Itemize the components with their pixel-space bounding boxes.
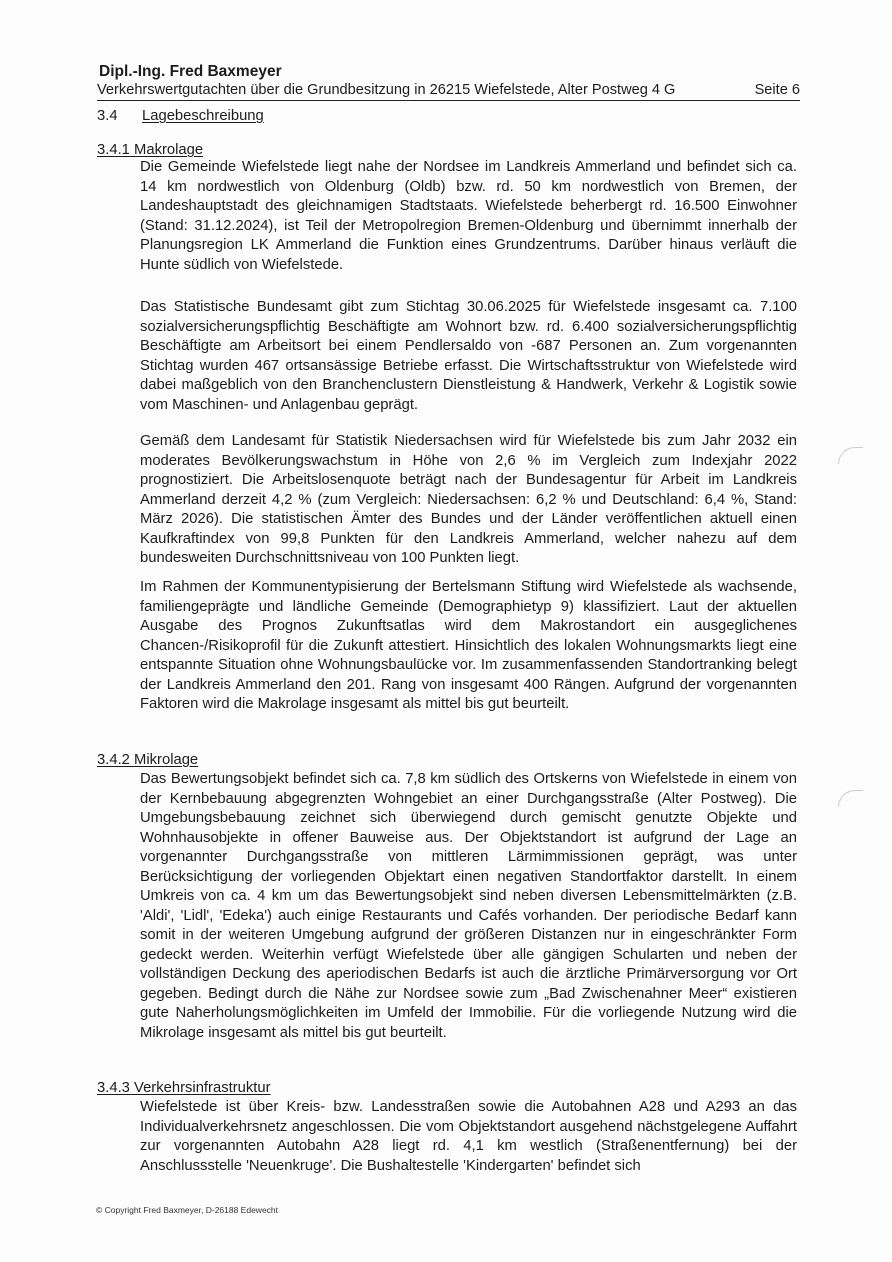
report-subtitle: Verkehrswertgutachten über die Grundbesitzung in 26215 Wiefelstede, Alter Postweg 4 G: [97, 82, 676, 98]
mikrolage-paragraph: Das Bewertungsobjekt befindet sich ca. 7,8 km südlich des Ortskerns von Wiefelstede in einem von der Kernbebauung abgegrenzten Wohngebiet an einer Durchgangsstraße (Alter Postweg). Die Umgebungsbebauung zeichnet sich überwiegend durch gemischt genutzte Objekte und Wohnhausobjekte in offener Bauweise aus. Der Objektstandort ist aufgrund der Lage an vorgenannter Durchgangsstraße von mittleren Lärmimmissionen geprägt, was unter Berücksichtigung der vorliegenden Objektart einen negativen Standortfaktor darstellt. In einem Umkreis von ca. 4 km um das Bewertungsobjekt sind neben diversen Lebensmittelmärkten (z.B. 'Aldi', 'Lidl', 'Edeka') auch einige Restaurants und Cafés vorhanden. Der periodische Bedarf kann somit in der weiteren Umgebung aufgrund der größeren Distanzen nur in eingeschränkter Form gedeckt werden. Weiterhin verfügt Wiefelstede über alle gängigen Schularten und neben der vollständigen Deckung des aperiodischen Bedarfs ist auch die ärztliche Primärversorgung vor Ort gegeben. Bedingt durch die Nähe zur Nordsee sowie zum „Bad Zwischenahner Meer“ existieren gute Naherholungsmöglichkeiten im Umfeld der Immobilie. Für die vorliegende Nutzung wird die Mikrolage insgesamt als mittel bis gut beurteilt.: [140, 771, 797, 1041]
punch-hole-mark: [838, 447, 863, 464]
report-header: [97, 81, 800, 101]
makrolage-paragraph-1: Die Gemeinde Wiefelstede liegt nahe der Nordsee im Landkreis Ammerland und befindet sich ca. 14 km nordwestlich von Oldenburg (Oldb) bzw. rd. 50 km nordwestlich von Bremen, der Landeshauptstadt des gleichnamigen Stadtstaats. Wiefelstede beherbergt rd. 16.500 Einwohner (Stand: 31.12.2024), ist Teil der Metropolregion Bremen-Oldenburg und übernimmt innerhalb der Planungsregion LK Ammerland die Funktion eines Grundzentrums. Darüber hinaus verläuft die Hunte südlich von Wiefelstede.: [140, 159, 797, 273]
heading-mikrolage: 3.4.2 Mikrolage: [97, 752, 199, 768]
section-number: 3.4: [97, 108, 118, 124]
makrolage-paragraph-2: Das Statistische Bundesamt gibt zum Stichtag 30.06.2025 für Wiefelstede insgesamt ca. 7.100 sozialversicherungspflichtig Beschäftigte am Wohnort bzw. rd. 6.400 sozialversicherungspflichtig Beschäftigte am Arbeitsort bei einem Pendlersaldo von -687 Personen an. Zum vorgenannten Stichtag wurden 467 ortsansässige Betriebe erfasst. Die Wirtschaftsstruktur von Wiefelstede wird dabei maßgeblich von den Branchenclustern Dienstleistung & Handwerk, Verkehr & Logistik sowie vom Maschinen- und Anlagenbau geprägt.: [140, 299, 797, 413]
makrolage-paragraph-3: Gemäß dem Landesamt für Statistik Niedersachsen wird für Wiefelstede bis zum Jahr 2032 ein moderates Bevölkerungswachstum in Höhe von 2,6 % im Vergleich zum Indexjahr 2022 prognostiziert. Die Arbeitslosenquote beträgt nach der Bundesagentur für Arbeit im Landkreis Ammerland derzeit 4,2 % (zum Vergleich: Niedersachsen: 6,2 % und Deutschland: 6,4 %, Stand: März 2026). Die statistischen Ämter des Bundes und der Länder veröffentlichen aktuell einen Kaufkraftindex von 99,8 Punkten für den Landkreis Ammerland, welcher nahezu auf dem bundesweiten Durchschnittsniveau von 100 Punkten liegt.: [140, 433, 797, 566]
copyright-footer: © Copyright Fred Baxmeyer, D-26188 Edewecht: [96, 1205, 279, 1215]
section-heading: [97, 108, 264, 124]
makrolage-paragraph-4: Im Rahmen der Kommunentypisierung der Bertelsmann Stiftung wird Wiefelstede als wachsende, familiengeprägte und ländliche Gemeinde (Demographietyp 9) klassifiziert. Laut der aktuellen Ausgabe des Prognos Zukunftsatlas wird dem Makrostandort ein ausgeglichenes Chancen-/Risikoprofil für die Zukunft attestiert. Hinsichtlich des lokalen Wohnungsmarkts liegt eine entspannte Situation ohne Wohnungsbaulücke vor. Im zusammenfassenden Standortranking belegt der Landkreis Ammerland den 201. Rang von insgesamt 400 Rängen. Aufgrund der vorgenannten Faktoren wird die Makrolage insgesamt als mittel bis gut beurteilt.: [140, 579, 797, 712]
author-name: Dipl.-Ing. Fred Baxmeyer: [99, 63, 282, 80]
page-number: Seite 6: [754, 82, 800, 98]
punch-hole-mark: [838, 790, 863, 807]
section-title: Lagebeschreibung: [142, 108, 264, 124]
heading-makrolage: 3.4.1 Makrolage: [97, 142, 204, 158]
heading-verkehrsinfrastruktur: 3.4.3 Verkehrsinfrastruktur: [97, 1080, 271, 1096]
verkehr-paragraph: Wiefelstede ist über Kreis- bzw. Landesstraßen sowie die Autobahnen A28 und A293 an das Individualverkehrsnetz angeschlossen. Die vom Objektstandort ausgehend nächstgelegene Auffahrt zur vorgenannten Autobahn A28 liegt rd. 4,1 km westlich (Straßenentfernung) bei der Anschlussstelle 'Neuenkruge'. Die Bushaltestelle 'Kindergarten' befindet sich: [140, 1099, 797, 1174]
